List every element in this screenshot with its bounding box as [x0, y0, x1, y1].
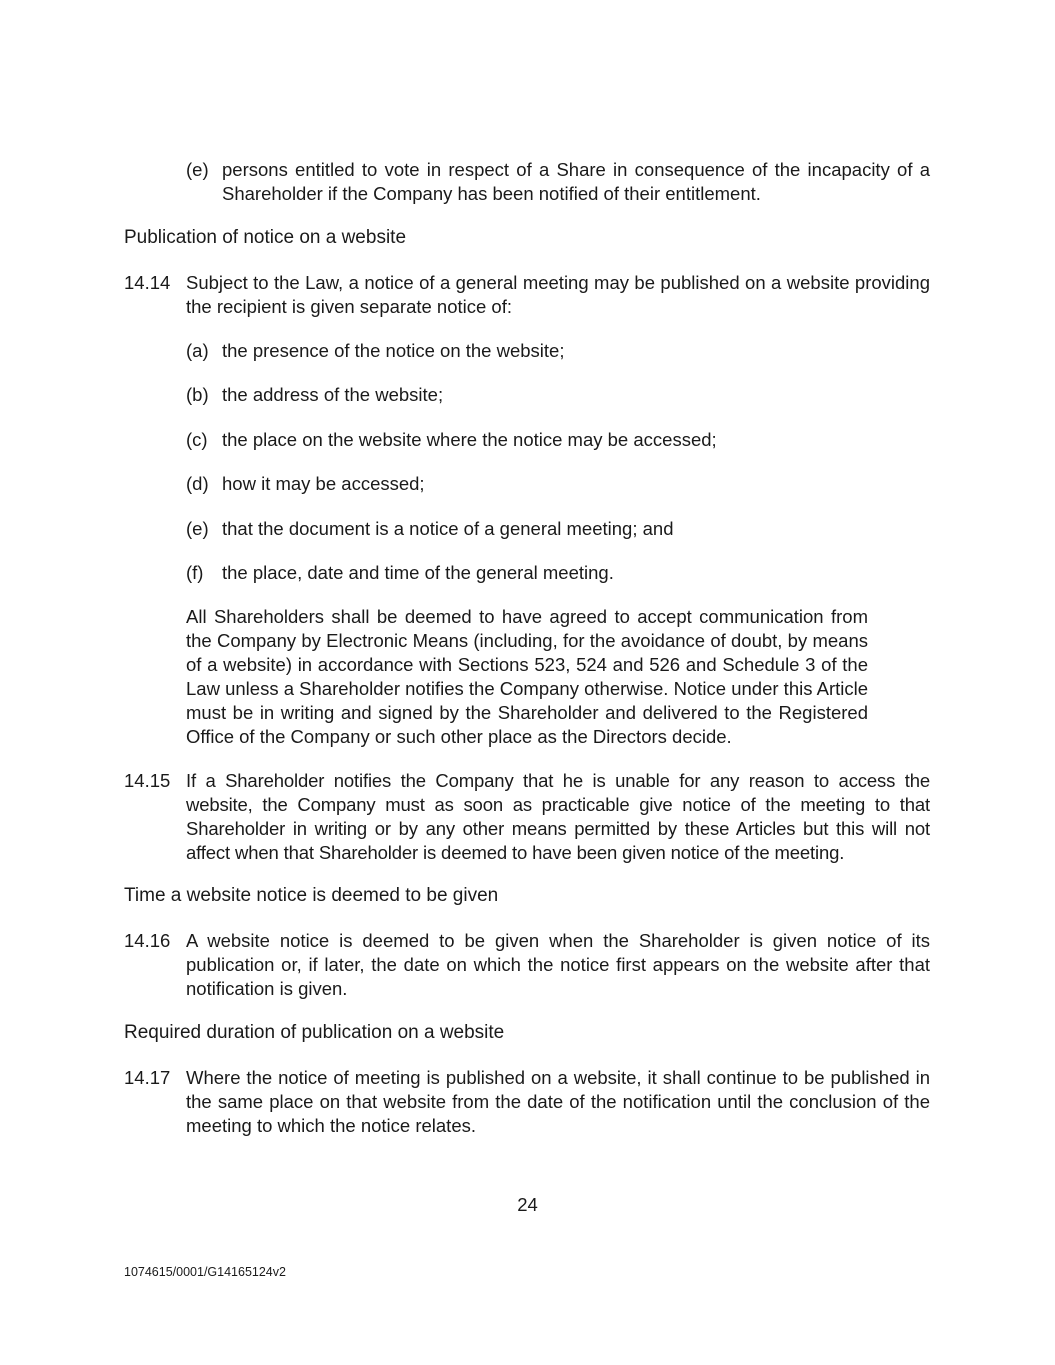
item-label-d: (d): [186, 473, 209, 494]
item-text-c: the place on the website where the notice may be accessed;: [222, 429, 717, 450]
clause-text-14-14: Subject to the Law, a notice of a general meeting may be published on a website providing the recipient is given separate notice of:: [186, 272, 930, 317]
item-text-b: the address of the website;: [222, 384, 444, 405]
item-label-e: (e): [186, 518, 209, 539]
clause-number-14-17: 14.17: [124, 1067, 171, 1088]
electronic-means-paragraph: All Shareholders shall be deemed to have agreed to accept communication from the Company by Electronic Means (including, for the avoidance of doubt, by means of a website) in accordance with Sections 523, 524 and 526 and Schedule 3 of the Law unless a Shareholder notifies the Company otherwise. Notice under this Article must be in writing and signed by the Shareholder and delivered to the Registered Office of the Company or such other place as the Directors decide.: [186, 606, 868, 747]
heading-duration: Required duration of publication on a website: [124, 1022, 505, 1043]
item-text-e: that the document is a notice of a general meeting; and: [222, 518, 674, 539]
item-text-e-top: persons entitled to vote in respect of a Share in consequence of the incapacity of a Shareholder if the Company has been notified of their entitlement.: [222, 159, 930, 204]
clause-text-14-16: A website notice is deemed to be given when the Shareholder is given notice of its publication or, if later, the date on which the notice first appears on the website after that notification is given.: [186, 930, 930, 999]
heading-publication: Publication of notice on a website: [124, 227, 407, 248]
heading-time: Time a website notice is deemed to be given: [124, 885, 499, 906]
clause-number-14-16: 14.16: [124, 930, 171, 951]
item-text-a: the presence of the notice on the website;: [222, 340, 565, 361]
page-number: 24: [517, 1194, 538, 1215]
document-reference: 1074615/0001/G14165124v2: [124, 1265, 286, 1279]
clause-text-14-17: Where the notice of meeting is published on a website, it shall continue to be published in the same place on that website from the date of the notification until the conclusion of the meeting to which the notice relates.: [186, 1067, 930, 1136]
item-label-e-top: (e): [186, 159, 209, 180]
item-label-b: (b): [186, 384, 209, 405]
clause-number-14-14: 14.14: [124, 272, 171, 293]
item-text-d: how it may be accessed;: [222, 473, 425, 494]
item-label-f: (f): [186, 562, 204, 583]
item-label-c: (c): [186, 429, 208, 450]
item-text-f: the place, date and time of the general meeting.: [222, 562, 614, 583]
item-label-a: (a): [186, 340, 209, 361]
clause-number-14-15: 14.15: [124, 770, 171, 791]
clause-text-14-15: If a Shareholder notifies the Company that he is unable for any reason to access the website, the Company must as soon as practicable give notice of the meeting to that Shareholder in writing or by any other means permitted by these Articles but this will not affect when that Shareholder is deemed to have been given notice of the meeting.: [186, 770, 930, 863]
